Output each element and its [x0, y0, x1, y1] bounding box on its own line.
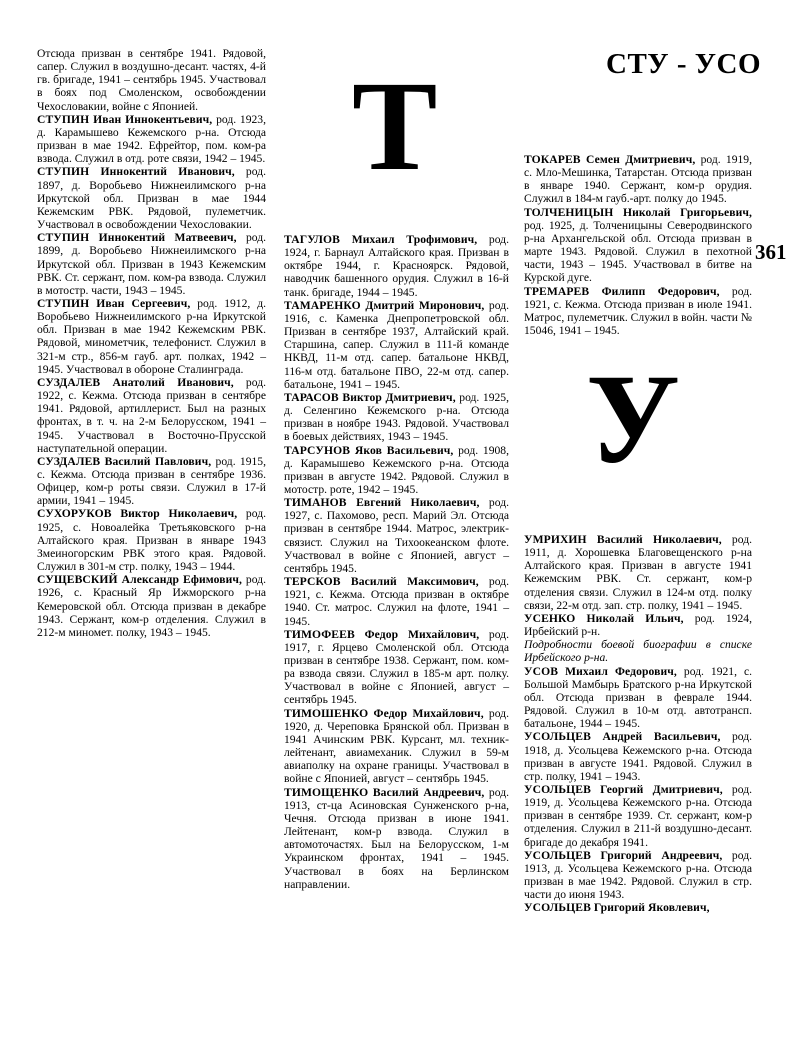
biography-text: род. 1917, г. Ярцево Смоленской обл. Отсюда призван в сентябре 1938. Сержант, пом. ком-ра взвода связи. Служил в 185-м арт. полку. Участвовал в войне с Японией, август – сентябрь 1945. — [284, 627, 509, 707]
person-name: УМРИХИН Василий Николаевич, — [524, 533, 722, 546]
biography-entry — [284, 707, 509, 786]
person-name: УСОЛЬЦЕВ Андрей Васильевич, — [524, 730, 721, 744]
biography-entry — [284, 444, 509, 497]
biography-text: Отсюда призван в сентябре 1941. Рядовой, сапер. Служил в воздушно-десант. частях, 4-й гв. бригаде, 1941 – сентябрь 1945. Участвовал в боях под Смоленском, освобождении Чехословакии, войне с Японией. — [37, 47, 266, 113]
biography-text: род. 1923, д. Карамышево Кежемского р-на. Отсюда призван в мае 1942. Ефрейтор, пом. ком-ра взвода. Служил в отд. роте связи, 1942 – 1945. — [37, 112, 266, 166]
section-heading: СТУ - УСО — [606, 48, 762, 80]
biography-entry — [37, 573, 266, 639]
biography-text: род. 1924, г. Барнаул Алтайского края. Призван в октябре 1944, г. Красноярск. Рядовой, наводчик башенного орудия. Служил в 16-й танк. бригаде, 1944 – 1945. — [284, 233, 509, 299]
person-name: УСОЛЬЦЕВ Георгий Дмитриевич, — [524, 782, 723, 796]
biography-entry — [37, 507, 266, 573]
person-name: УСЕНКО Николай Ильич, — [524, 611, 684, 625]
biography-text: род. 1913, д. Усольцева Кежемского р-на. Отсюда призван в мае 1942. Рядовой. Служил в стр. части до июня 1943. — [524, 848, 752, 902]
biography-entry — [284, 391, 509, 444]
biography-entry — [524, 153, 752, 206]
biography-entry — [524, 285, 752, 338]
biography-entry — [37, 113, 266, 166]
person-name: СТУПИН Иван Сергеевич, — [37, 296, 191, 310]
biography-text: род. 1912, д. Воробьево Нижнеилимского р-на Иркутской обл. Призван в мае 1942 Кежемским РВК. Рядовой, минометчик, телефонист. Служил в 321-м стр., 856-м гауб. арт. полках, 1942 – 1945. Участвовал в обороне Сталинграда. — [37, 296, 267, 376]
biography-text: род. 1919, д. Усольцева Кежемского р-на. Отсюда призван в сентябре 1939. Ст. сержант, ком-р отделения. Служил в 211-й воздушно-десант. бригаде до декабря 1941. — [524, 782, 752, 849]
biography-entry — [524, 533, 752, 612]
biography-text: род. 1925, с. Новоалейка Третьяковского р-на Алтайского края. Призван в январе 1943 Змеиногорским РВК этого края. Рядовой. Служил в 301-м стр. полку, 1943 – 1944. — [37, 507, 266, 574]
biography-text: род. 1921, с. Кежма. Отсюда призван в июле 1941. Матрос, пулеметчик. Служил в войн. части № 15046, 1941 – 1945. — [524, 284, 752, 338]
biography-entry — [524, 783, 752, 849]
person-name: ТИМАНОВ Евгений Николаевич, — [284, 496, 480, 510]
column-3-bottom — [524, 533, 752, 915]
biography-entry — [524, 612, 752, 665]
section-letter-u: У — [586, 348, 680, 490]
person-name: ТАМАРЕНКО Дмитрий Миронович, — [284, 298, 485, 312]
person-name: СТУПИН Иван Иннокентьевич, — [37, 112, 213, 126]
person-name: УСОЛЬЦЕВ Григорий Яковлевич, — [524, 901, 710, 915]
biography-text: род. 1897, д. Воробьево Нижнеилимского р-на Иркутской обл. Призван в мае 1944 Кежемским РВК. Рядовой, пулеметчик. Участвовал в освобождении Чехословакии. — [37, 165, 266, 232]
column-2 — [284, 233, 509, 891]
column-3-top — [524, 153, 752, 337]
biography-text: род. 1915, с. Кежма. Отсюда призван в сентябре 1936. Офицер, ком-р роты связи. Служил в 17-й армии, 1941 – 1945. — [37, 454, 266, 508]
person-name: СУХОРУКОВ Виктор Николаевич, — [37, 507, 238, 521]
biography-text: род. 1925, д. Толченицыны Северодвинского р-на Архангельской обл. Отсюда призван в марте 1943. Рядовой. Служил в пехотной части, 1943 – 1945. Участвовал в битве на Курской дуге. — [524, 218, 752, 285]
biography-text: род. 1925, д. Селенгино Кежемского р-на. Отсюда призван в ноябре 1943. Рядовой. Участвовал в боевых действиях, 1943 – 1945. — [284, 390, 509, 444]
biography-entry — [284, 628, 509, 707]
biography-entry — [37, 165, 266, 231]
person-name: ТИМОШЕНКО Федор Михайлович, — [284, 706, 484, 720]
column-1 — [37, 47, 266, 639]
person-name: СТУПИН Иннокентий Матвеевич, — [37, 231, 237, 245]
biography-text: род. 1924, Ирбейский р-н. — [524, 611, 752, 639]
biography-entry — [37, 231, 266, 297]
biography-entry — [37, 455, 266, 508]
biography-note: Подробности боевой биографии в списке Ирбейского р-на. — [524, 638, 752, 665]
biography-entry — [284, 575, 509, 628]
biography-entry — [37, 297, 266, 376]
biography-text: род. 1921, с. Кежма. Отсюда призван в октябре 1940. Ст. матрос. Служил на флоте, 1941 – 1945. — [284, 575, 509, 628]
biography-text: род. 1911, д. Хорошевка Благовещенского р-на Алтайского края. Призван в августе 1941 Кежемским РВК. Ст. сержант, ком-р отделения связи. Служил в 124-м отд. полку связи, 22-м отд. зап. стр. полку, 1941 – 1945. — [524, 533, 752, 612]
biography-text: род. 1920, д. Череповка Брянской обл. Призван в 1941 Ачинским РВК. Курсант, мл. техник-лейтенант, авиамеханик. Служил в 59-м авиаполку на охране границы. Участвовал в войне с Японией, август – сентябрь 1945. — [284, 706, 509, 786]
page-number: 361 — [755, 240, 787, 264]
section-letter-t: Т — [352, 55, 438, 197]
biography-entry — [284, 299, 509, 391]
biography-entry — [524, 901, 752, 914]
person-name: ТИМОЩЕНКО Василий Андреевич, — [284, 785, 485, 799]
person-name: ТАРСУНОВ Яков Васильевич, — [284, 443, 454, 457]
person-name: ТОКАРЕВ Семен Дмитриевич, — [524, 153, 696, 166]
person-name: ТОЛЧЕНИЦЫН Николай Григорьевич, — [524, 205, 752, 219]
biography-text: род. 1908, д. Карамышево Кежемского р-на. Отсюда призван в августе 1942. Рядовой. Служил в мотостр. роте, 1942 – 1945. — [284, 443, 509, 496]
biography-entry — [524, 849, 752, 902]
biography-text: род. 1921, с. Большой Мамбырь Братского р-на Иркутской обл. Отсюда призван в феврале 1944. Рядовой. Служил в 10-м отд. автотрансп. батальоне, 1944 – 1945. — [524, 664, 752, 731]
biography-text: род. 1899, д. Воробьево Нижнеилимского р-на Иркутской обл. Призван в 1943 Кежемским РВК. Ст. сержант, пом. ком-ра взвода. Служил в мотостр. части, 1943 – 1945. — [37, 231, 266, 297]
biography-text: род. 1918, д. Усольцева Кежемского р-на. Отсюда призван в августе 1941. Рядовой. Служил в стр. полку, 1941 – 1943. — [524, 730, 752, 783]
biography-entry — [37, 376, 266, 455]
person-name: ТЕРСКОВ Василий Максимович, — [284, 575, 479, 589]
person-name: ТАРАСОВ Виктор Дмитриевич, — [284, 390, 456, 404]
person-name: СТУПИН Иннокентий Иванович, — [37, 165, 235, 179]
biography-entry — [37, 47, 266, 113]
biography-text: род. 1913, ст-ца Асиновская Сунженского р-на, Чечня. Отсюда призван в июне 1941. Лейтенант, ком-р взвода. Служил в автомоточастях. Был на Белорусском, 1-м Украинском фронтах, 1941 – 1945. Участвовал в боях на Берлинском направлении. — [284, 785, 509, 891]
biography-text: род. 1922, с. Кежма. Отсюда призван в сентябре 1941. Рядовой, артиллерист. Был на разных фронтах, в т. ч. на 2-м Белорусском, 1941 – 1945. Участвовал в Восточно-Прусской наступательной операции. — [37, 375, 266, 455]
biography-text: род. 1927, с. Пахомово, респ. Марий Эл. Отсюда призван в сентябре 1944. Матрос, электрик-связист. Служил на Тихоокеанском флоте. Участвовал в войне с Японией, август – сентябрь 1945. — [284, 496, 509, 575]
biography-entry — [524, 730, 752, 783]
biography-text: род. 1926, с. Красный Яр Ижморского р-на Кемеровской обл. Отсюда призван в декабре 1943. Сержант, ком-р отделения. Служил в 212-м миномет. полку, 1943 – 1945. — [37, 573, 266, 639]
biography-entry — [524, 206, 752, 285]
biography-entry — [284, 496, 509, 575]
biography-entry — [524, 665, 752, 731]
person-name: СУЗДАЛЕВ Анатолий Иванович, — [37, 375, 234, 389]
biography-text: род. 1916, с. Каменка Днепропетровской обл. Призван в сентябре 1937, Алтайский край. Старшина, сапер. Служил в 111-й команде НКВД, 11-м отд. сапер. батальоне НКВД, 116-м отд. батальоне ПВО, 22-м отд. сапер. батальоне, 1941 – 1945. — [284, 298, 509, 391]
biography-text: род. 1919, с. Мло-Мешинка, Татарстан. Отсюда призван в январе 1940. Сержант, ком-р орудия. Служил в 184-м гауб.-арт. полку до 1945. — [524, 153, 752, 206]
person-name: СУЗДАЛЕВ Василий Павлович, — [37, 454, 212, 468]
biography-entry — [284, 786, 509, 891]
person-name: ТРЕМАРЕВ Филипп Федорович, — [524, 284, 720, 298]
person-name: УСОВ Михаил Федорович, — [524, 664, 677, 678]
person-name: ТАГУЛОВ Михаил Трофимович, — [284, 233, 478, 246]
biography-entry — [284, 233, 509, 299]
person-name: УСОЛЬЦЕВ Григорий Андреевич, — [524, 848, 723, 862]
person-name: ТИМОФЕЕВ Федор Михайлович, — [284, 627, 480, 641]
person-name: СУЩЕВСКИЙ Александр Ефимович, — [37, 573, 243, 587]
